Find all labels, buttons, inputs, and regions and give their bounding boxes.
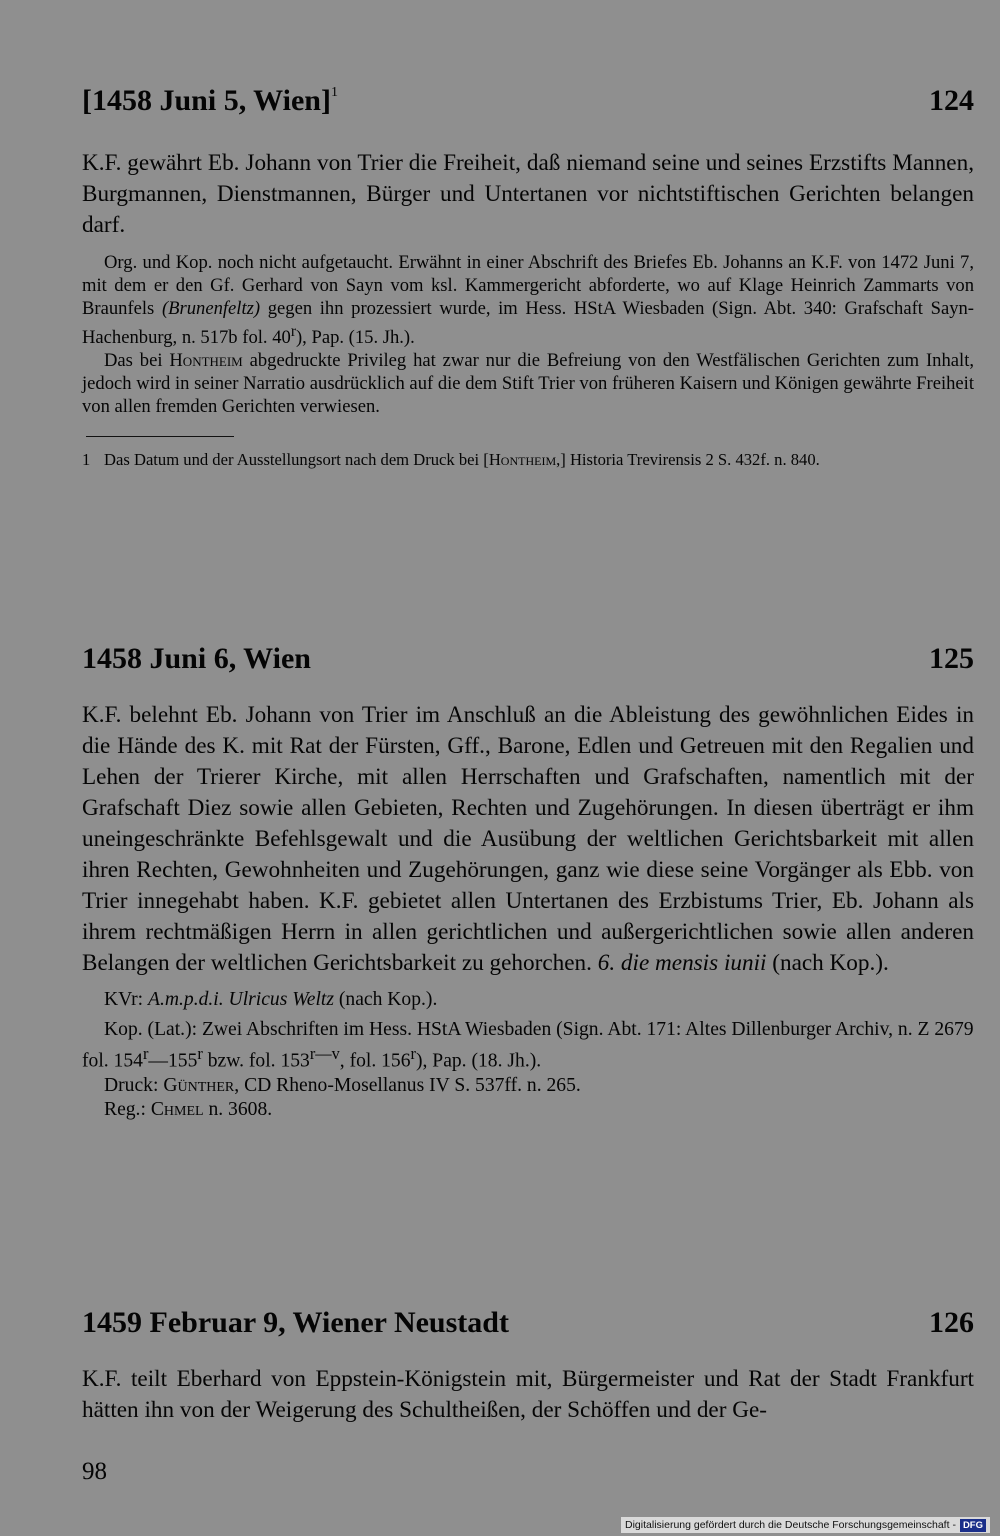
entry-heading bbox=[82, 640, 974, 678]
entry-date-place: 1459 Februar 9, Wiener Neustadt bbox=[82, 1306, 509, 1339]
print-reference: Druck: Günther, CD Rheno-Mosellanus IV S. 537ff. n. 265. bbox=[104, 1074, 581, 1096]
entry-125 bbox=[82, 640, 974, 1122]
entry-summary: K.F. gewährt Eb. Johann von Trier die Freiheit, daß niemand seine und seines Erzstifts Mannen, Burgmannen, Dienstmannen, Bürger und Untertanen vor nichtstiftischen Gerichten belangen darf. bbox=[82, 150, 974, 238]
entry-number: 125 bbox=[929, 642, 974, 675]
dfg-logo-icon: DFG bbox=[960, 1519, 986, 1532]
page-number: 98 bbox=[82, 1458, 107, 1485]
note-paragraph: Org. und Kop. noch nicht aufgetaucht. Erwähnt in einer Abschrift des Briefes Eb. Johanns an K.F. von 1472 Juni 7, mit dem er den Gf. Gerhard von Sayn vom ksl. Kammergericht abforderte, wo auf Klage Heinrich Zammarts von Braunfels (Brunenfeltz) gegen ihn prozessiert wurde, im Hess. HStA Wiesbaden (Sign. Abt. 340: Grafschaft Sayn-Hachenburg, n. 517b fol. 40$^r$), Pap. (15. Jh.). bbox=[82, 252, 974, 349]
entry-summary: K.F. belehnt Eb. Johann von Trier im Anschluß an die Ableistung des gewöhnlichen Eides in die Hände des K. mit Rat der Fürsten, Gff., Barone, Edlen und Getreuen mit den Regalien und Lehen der Trierer Kirche, mit allen Herrschaften und Grafschaften, namentlich mit der Grafschaft Diez sowie allen Gebieten, Rechten und Zugehörungen. In diesen überträgt er ihm uneingeschränkte Befehlsgewalt und die Ausübung der weltlichen Gerichtsbarkeit mit allen ihren Rechten, Gewohnheiten und Zugehörungen, ganz wie diese seine Vorgänger als Ebb. von Trier innegehabt haben. K.F. gebietet allen Untertanen des Erzbistums Trier, Eb. Johann als ihrem rechtmäßigen Herrn in allen gerichtlichen und außergerichtlichen sowie allen anderen Belangen der weltlichen Gerichtsbarkeit zu gehorchen. 6. die mensis iunii (nach Kop.). bbox=[82, 702, 974, 976]
entry-number: 124 bbox=[929, 84, 974, 117]
credit-text: Digitalisierung gefördert durch die Deutsche Forschungsgemeinschaft - bbox=[625, 1519, 956, 1531]
copy-reference: Kop. (Lat.): Zwei Abschriften im Hess. HStA Wiesbaden (Sign. Abt. 171: Altes Dillenburger Archiv, n. Z 2679 fol. 154$^r$—155$^r$ bzw. fol. $153^{r—v}$, fol. 156$^r$), Pap. (18. Jh.). bbox=[82, 1019, 974, 1072]
funding-credit bbox=[621, 1517, 990, 1533]
entry-notes bbox=[82, 251, 974, 418]
footnote bbox=[82, 449, 974, 470]
footnote-divider bbox=[86, 436, 234, 437]
entry-heading bbox=[82, 74, 974, 120]
kvr-line: KVr: A.m.p.d.i. Ulricus Weltz (nach Kop.). bbox=[104, 989, 438, 1010]
entry-124 bbox=[82, 74, 974, 470]
entry-number: 126 bbox=[929, 1306, 974, 1339]
entry-date-place: 1458 Juni 6, Wien bbox=[82, 642, 311, 675]
footnote-text: Das Datum und der Ausstellungsort nach dem Druck bei [Hontheim,] Historia Trevirensis 2 S. 432f. n. 840. bbox=[104, 450, 820, 470]
source-references bbox=[82, 1018, 974, 1122]
footnote-mark: 1 bbox=[82, 450, 91, 470]
note-paragraph: Das bei Hontheim abgedruckte Privileg hat zwar nur die Befreiung von den Westfälischen Gerichten zum Inhalt, jedoch wird in seiner Narratio ausdrücklich auf die dem Stift Trier von früheren Kaisern und Königen gewährte Freiheit von allen fremden Gerichten verwiesen. bbox=[82, 350, 975, 418]
regest-reference: Reg.: Chmel n. 3608. bbox=[104, 1098, 273, 1120]
entry-126 bbox=[82, 1304, 974, 1426]
entry-summary: K.F. teilt Eberhard von Eppstein-Königstein mit, Bürgermeister und Rat der Stadt Frankfurt hätten ihn von der Weigerung des Schultheißen, der Schöffen und der Ge- bbox=[82, 1366, 974, 1423]
entry-heading bbox=[82, 1304, 974, 1342]
entry-date-place: [1458 Juni 5, Wien]$^1$ bbox=[82, 84, 338, 117]
footnote-ref[interactable]: 1 bbox=[330, 85, 338, 100]
